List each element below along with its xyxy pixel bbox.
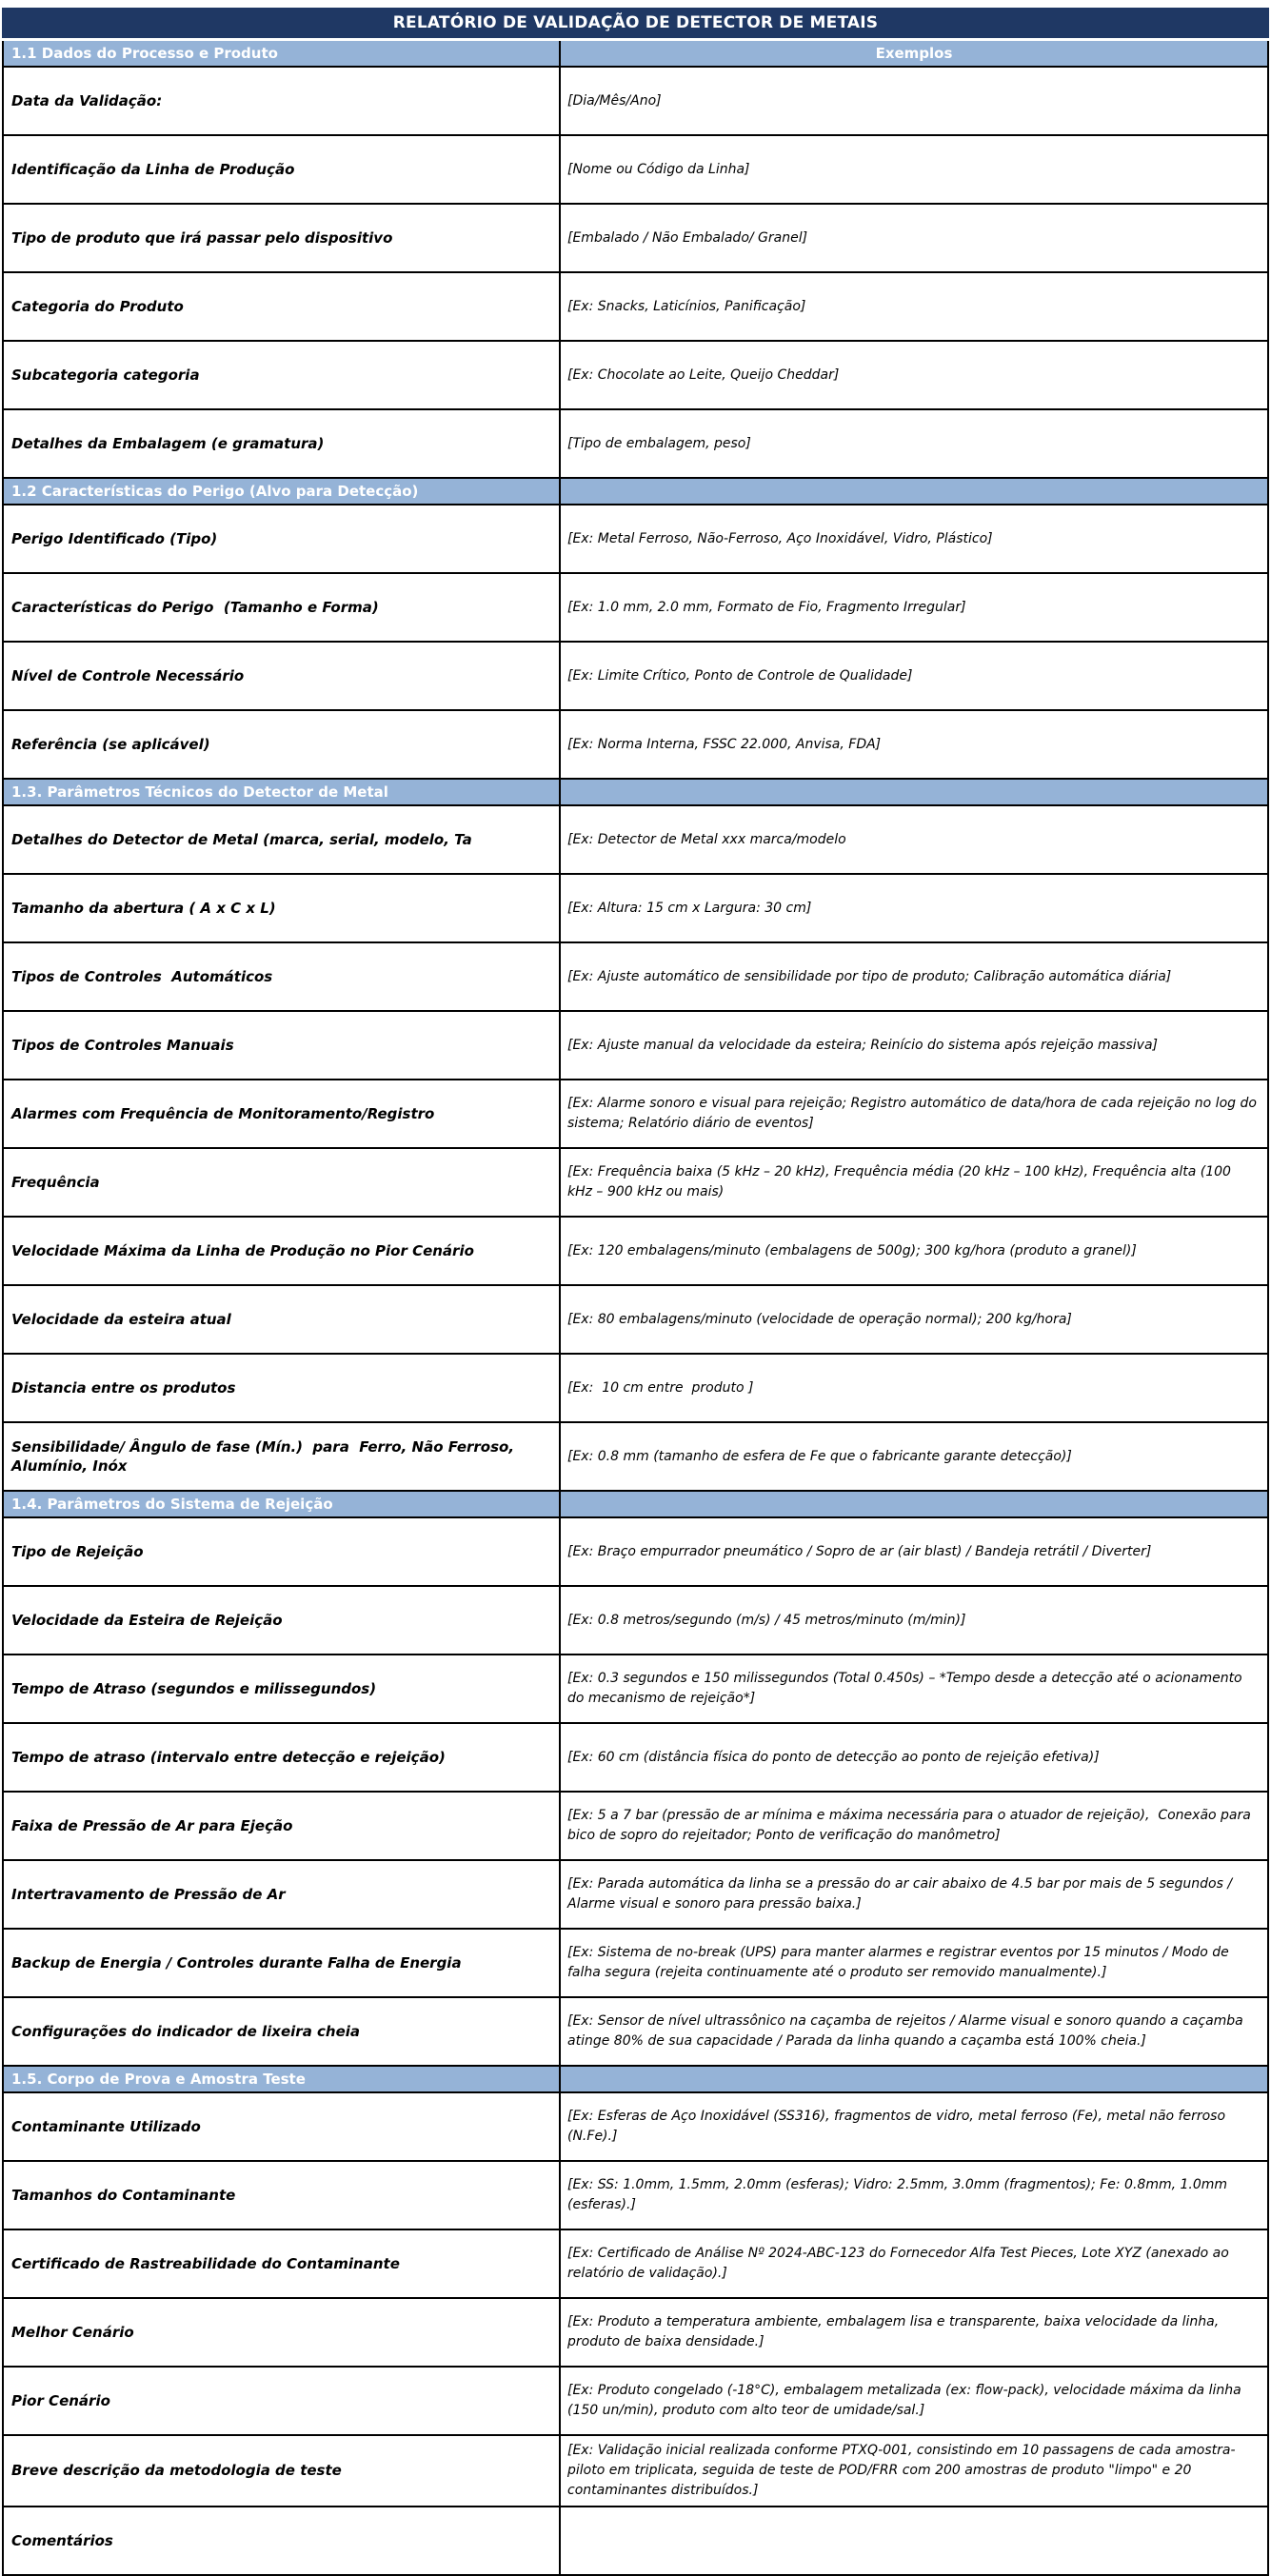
row-label: Melhor Cenário: [4, 2299, 561, 2366]
row-label: Sensibilidade/ Ângulo de fase (Mín.) para Ferro, Não Ferroso, Alumínio, Inóx: [4, 1423, 561, 1490]
section-heading: 1.5. Corpo de Prova e Amostra Teste: [4, 2067, 561, 2091]
table-row: [4, 2507, 1267, 2576]
examples-column-header: [561, 2067, 1267, 2091]
row-example-value: [Ex: 5 a 7 bar (pressão de ar mínima e máxima necessária para o atuador de rejeição), Conexão para bico de sopro do rejeitador; Ponto de verificação do manômetro]: [567, 1808, 1256, 1843]
table-row: [4, 1012, 1267, 1080]
table-row: [4, 1149, 1267, 1218]
table-row: [4, 1724, 1267, 1793]
section-header-row: [4, 2067, 1267, 2093]
examples-column-header: [561, 1492, 1267, 1516]
row-example-value: [Ex: 80 embalagens/minuto (velocidade de operação normal); 200 kg/hora]: [567, 1311, 1072, 1327]
row-label: Detalhes da Embalagem (e gramatura): [4, 410, 561, 477]
row-example-value: [561, 2507, 1267, 2574]
row-example-value: [Ex: Parada automática da linha se a pressão do ar cair abaixo de 4.5 bar por mais de 5 segundos / Alarme visual e sonoro para pressão baixa.]: [567, 1876, 1237, 1912]
row-label: Velocidade da esteira atual: [4, 1286, 561, 1353]
row-label: Comentários: [4, 2507, 561, 2574]
row-example-value: [Ex: Detector de Metal xxx marca/modelo: [567, 831, 846, 847]
row-label: Categoria do Produto: [4, 273, 561, 340]
row-example-value: [Ex: Sistema de no-break (UPS) para manter alarmes e registrar eventos por 15 minutos / Modo de falha segura (rejeita continuamente até o produto ser removido manualmente).]: [567, 1945, 1234, 1980]
row-label: Velocidade da Esteira de Rejeição: [4, 1587, 561, 1654]
row-example-value: [Dia/Mês/Ano]: [567, 92, 662, 109]
row-label: Tempo de Atraso (segundos e milissegundos): [4, 1655, 561, 1722]
row-label: Pior Cenário: [4, 2368, 561, 2434]
row-label: Alarmes com Frequência de Monitoramento/Registro: [4, 1080, 561, 1147]
table-row: [4, 1423, 1267, 1492]
row-label: Configurações do indicador de lixeira cheia: [4, 1998, 561, 2065]
row-example-value: [Ex: Esferas de Aço Inoxidável (SS316), fragmentos de vidro, metal ferroso (Fe), metal não ferroso (N.Fe).]: [567, 2109, 1230, 2144]
report-table: [2, 41, 1269, 2576]
row-label: Contaminante Utilizado: [4, 2093, 561, 2160]
table-row: [4, 943, 1267, 1012]
table-row: [4, 273, 1267, 342]
row-label: Tipo de produto que irá passar pelo dispositivo: [4, 205, 561, 271]
table-row: [4, 2299, 1267, 2368]
table-row: [4, 2162, 1267, 2230]
section-header-row: [4, 780, 1267, 806]
row-label: Intertravamento de Pressão de Ar: [4, 1861, 561, 1928]
row-example-value: [Ex: Limite Crítico, Ponto de Controle de Qualidade]: [567, 667, 913, 684]
row-example-value: [Ex: 0.8 metros/segundo (m/s) / 45 metros/minuto (m/min)]: [567, 1612, 966, 1628]
row-example-value: [Ex: Ajuste automático de sensibilidade por tipo de produto; Calibração automática diária]: [567, 968, 1172, 984]
table-row: [4, 1518, 1267, 1587]
row-example-value: [Ex: 0.3 segundos e 150 milissegundos (Total 0.450s) – *Tempo desde a detecção até o acionamento do mecanismo de rejeição*]: [567, 1671, 1247, 1706]
row-label: Detalhes do Detector de Metal (marca, serial, modelo, Ta: [4, 806, 561, 873]
table-row: [4, 2230, 1267, 2299]
table-row: [4, 1861, 1267, 1930]
table-row: [4, 574, 1267, 643]
row-label: Identificação da Linha de Produção: [4, 136, 561, 203]
row-example-value: [Ex: Ajuste manual da velocidade da esteira; Reinício do sistema após rejeição massiva]: [567, 1037, 1159, 1053]
table-row: [4, 342, 1267, 410]
row-example-value: [Ex: Alarme sonoro e visual para rejeição; Registro automático de data/hora de cada rejeição no log do sistema; Relatório diário de eventos]: [567, 1096, 1261, 1131]
table-row: [4, 505, 1267, 574]
row-label: Perigo Identificado (Tipo): [4, 505, 561, 572]
row-example-value: [Tipo de embalagem, peso]: [567, 435, 751, 451]
section-heading: 1.4. Parâmetros do Sistema de Rejeição: [4, 1492, 561, 1516]
table-row: [4, 1587, 1267, 1655]
section-header-row: [4, 41, 1267, 68]
row-example-value: [Ex: Certificado de Análise Nº 2024-ABC-123 do Fornecedor Alfa Test Pieces, Lote XYZ (anexado ao relatório de validação).]: [567, 2246, 1234, 2281]
table-row: [4, 643, 1267, 711]
examples-column-header: Exemplos: [875, 45, 953, 62]
row-example-value: [Ex: Norma Interna, FSSC 22.000, Anvisa, FDA]: [567, 736, 882, 752]
table-row: [4, 1930, 1267, 1998]
section-header-row: [4, 479, 1267, 505]
table-row: [4, 1998, 1267, 2067]
row-label: Certificado de Rastreabilidade do Contaminante: [4, 2230, 561, 2297]
row-example-value: [Ex: Metal Ferroso, Não-Ferroso, Aço Inoxidável, Vidro, Plástico]: [567, 530, 993, 546]
row-example-value: [Ex: 10 cm entre produto ]: [567, 1379, 754, 1396]
row-label: Tipos de Controles Manuais: [4, 1012, 561, 1079]
examples-column-header: [561, 780, 1267, 804]
table-row: [4, 2368, 1267, 2436]
table-row: [4, 2093, 1267, 2162]
row-label: Tipo de Rejeição: [4, 1518, 561, 1585]
row-label: Distancia entre os produtos: [4, 1355, 561, 1421]
table-row: [4, 410, 1267, 479]
row-label: Faixa de Pressão de Ar para Ejeção: [4, 1793, 561, 1859]
row-example-value: [Ex: 120 embalagens/minuto (embalagens de 500g); 300 kg/hora (produto a granel)]: [567, 1242, 1137, 1258]
row-example-value: [Ex: Snacks, Laticínios, Panificação]: [567, 298, 806, 314]
row-example-value: [Embalado / Não Embalado/ Granel]: [567, 229, 808, 246]
table-row: [4, 2436, 1267, 2507]
row-example-value: [Nome ou Código da Linha]: [567, 161, 750, 177]
report-title: RELATÓRIO DE VALIDAÇÃO DE DETECTOR DE METAIS: [392, 13, 879, 32]
row-label: Nível de Controle Necessário: [4, 643, 561, 709]
section-heading: 1.2 Características do Perigo (Alvo para Detecção): [4, 479, 561, 504]
table-row: [4, 1218, 1267, 1286]
row-label: Características do Perigo (Tamanho e Forma): [4, 574, 561, 641]
table-row: [4, 875, 1267, 943]
row-example-value: [Ex: Braço empurrador pneumático / Sopro de ar (air blast) / Bandeja retrátil / Diverter]: [567, 1543, 1152, 1559]
row-label: Backup de Energia / Controles durante Falha de Energia: [4, 1930, 561, 1996]
section-header-row: [4, 1492, 1267, 1518]
row-label: Tempo de atraso (intervalo entre detecção e rejeição): [4, 1724, 561, 1791]
row-example-value: [Ex: 1.0 mm, 2.0 mm, Formato de Fio, Fragmento Irregular]: [567, 599, 966, 615]
row-label: Velocidade Máxima da Linha de Produção no Pior Cenário: [4, 1218, 561, 1284]
row-label: Data da Validação:: [4, 68, 561, 134]
section-heading: 1.1 Dados do Processo e Produto: [4, 41, 561, 66]
row-example-value: [Ex: Produto congelado (-18°C), embalagem metalizada (ex: flow-pack), velocidade máxima da linha (150 un/min), produto com alto teor de umidade/sal.]: [567, 2383, 1246, 2418]
report-title-bar: [2, 8, 1269, 38]
table-row: [4, 68, 1267, 136]
examples-column-header: [561, 479, 1267, 504]
table-row: [4, 1793, 1267, 1861]
row-label: Tamanhos do Contaminante: [4, 2162, 561, 2229]
table-row: [4, 205, 1267, 273]
row-example-value: [Ex: 0.8 mm (tamanho de esfera de Fe que o fabricante garante detecção)]: [567, 1448, 1072, 1464]
row-label: Subcategoria categoria: [4, 342, 561, 408]
row-example-value: [Ex: 60 cm (distância física do ponto de detecção ao ponto de rejeição efetiva)]: [567, 1749, 1100, 1765]
row-example-value: [Ex: SS: 1.0mm, 1.5mm, 2.0mm (esferas); Vidro: 2.5mm, 3.0mm (fragmentos); Fe: 0.8mm, 1.0mm (esferas).]: [567, 2177, 1232, 2212]
row-example-value: [Ex: Sensor de nível ultrassônico na caçamba de rejeitos / Alarme visual e sonoro quando a caçamba atinge 80% de sua capacidade / Parada da linha quando a caçamba está 100% cheia.]: [567, 2013, 1248, 2049]
row-example-value: [Ex: Chocolate ao Leite, Queijo Cheddar]: [567, 367, 840, 383]
row-example-value: [Ex: Frequência baixa (5 kHz – 20 kHz), Frequência média (20 kHz – 100 kHz), Frequência alta (100 kHz – 900 kHz ou mais): [567, 1164, 1236, 1199]
table-row: [4, 806, 1267, 875]
row-label: Referência (se aplicável): [4, 711, 561, 778]
section-heading: 1.3. Parâmetros Técnicos do Detector de Metal: [4, 780, 561, 804]
table-row: [4, 1080, 1267, 1149]
row-label: Tipos de Controles Automáticos: [4, 943, 561, 1010]
row-label: Tamanho da abertura ( A x C x L): [4, 875, 561, 941]
table-row: [4, 1355, 1267, 1423]
table-row: [4, 136, 1267, 205]
table-row: [4, 711, 1267, 780]
row-example-value: [Ex: Altura: 15 cm x Largura: 30 cm]: [567, 900, 812, 916]
table-row: [4, 1286, 1267, 1355]
row-label: Frequência: [4, 1149, 561, 1216]
table-row: [4, 1655, 1267, 1724]
row-example-value: [Ex: Produto a temperatura ambiente, embalagem lisa e transparente, baixa velocidade da linha, produto de baixa densidade.]: [567, 2314, 1223, 2349]
row-example-value: [Ex: Validação inicial realizada conforme PTXQ-001, consistindo em 10 passagens de cada amostra-piloto em triplicata, seguida de teste de POD/FRR com 200 amostras de produto "limpo" e 20 contaminantes distribuídos.]: [567, 2443, 1236, 2498]
row-label: Breve descrição da metodologia de teste: [4, 2436, 561, 2506]
